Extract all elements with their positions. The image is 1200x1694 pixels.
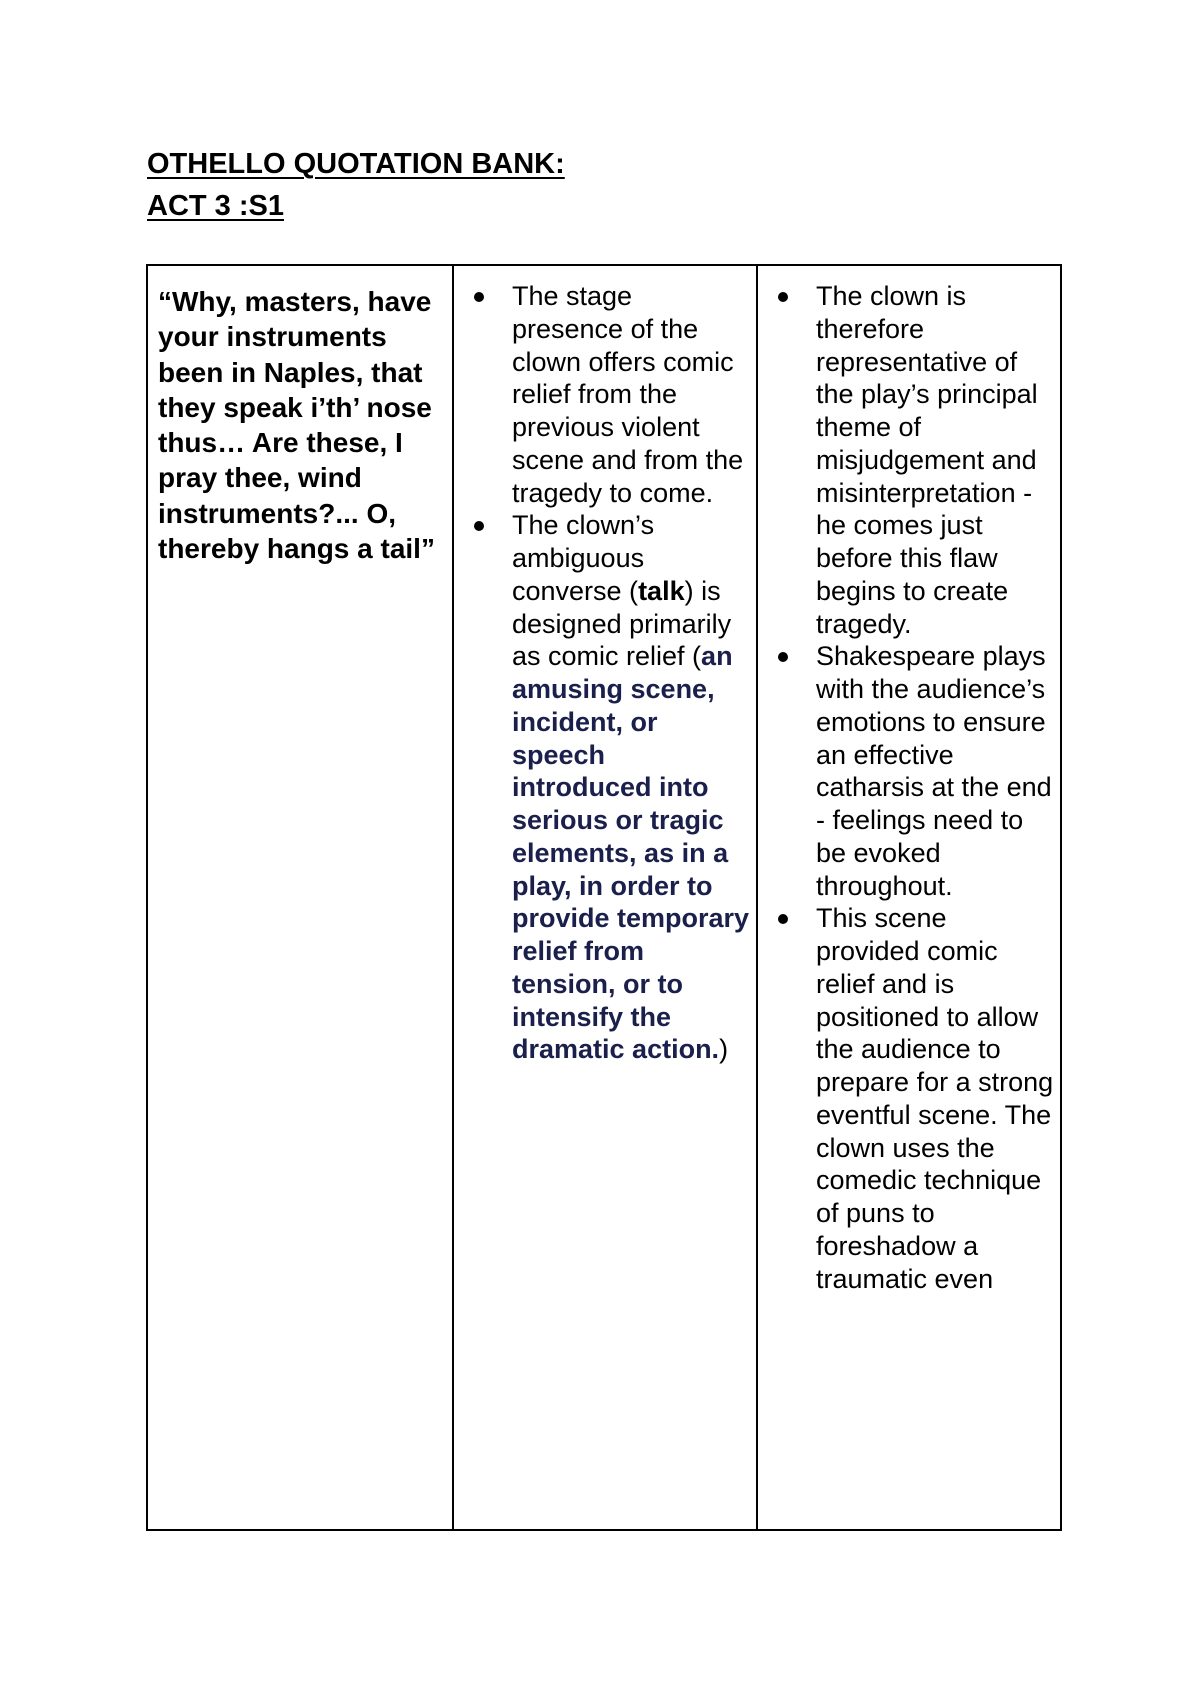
bullet-icon	[474, 292, 484, 302]
list-item: The clown is therefore representative of the play’s principal theme of misjudgement and misinterpretation - he comes just before this flaw begins to create tragedy.	[772, 280, 1054, 640]
definition-text: an amusing scene, incident, or speech introduced into serious or tragic elements, as in a play, in order to provide temporary relief from tension, or to intensify the dramatic action.	[512, 641, 750, 1065]
quotation-text: “Why, masters, have your instruments been in Naples, that they speak i’th’ nose thus… Are these, I pray thee, wind instruments?... O, thereby hangs a tail”	[158, 286, 435, 565]
analysis-cell	[454, 266, 758, 1529]
bullet-icon	[778, 292, 788, 302]
analysis-list	[468, 280, 750, 1066]
list-item: The clown’s ambiguous converse (talk) is designed primarily as comic relief (an amusing scene, incident, or speech introduced into serious or tragic elements, as in a play, in order to provide temporary relief from tension, or to intensify the dramatic action.)	[468, 509, 750, 1066]
document-title: OTHELLO QUOTATION BANK:	[147, 148, 565, 180]
quotation-table	[146, 264, 1062, 1531]
list-item: The stage presence of the clown offers comic relief from the previous violent scene and from the tragedy to come.	[468, 280, 750, 509]
bullet-icon	[778, 914, 788, 924]
context-list	[772, 280, 1054, 1295]
list-item: Shakespeare plays with the audience’s emotions to ensure an effective catharsis at the end - feelings need to be evoked throughout.	[772, 640, 1054, 902]
act-scene-heading: ACT 3 :S1	[147, 190, 284, 222]
quote-cell	[148, 266, 454, 1529]
bullet-icon	[778, 652, 788, 662]
list-item: This scene provided comic relief and is positioned to allow the audience to prepare for a strong eventful scene. The clown uses the comedic technique of puns to foreshadow a traumatic even	[772, 902, 1054, 1295]
context-cell	[758, 266, 1060, 1529]
bullet-icon	[474, 521, 484, 531]
bold-term: talk	[638, 575, 685, 606]
